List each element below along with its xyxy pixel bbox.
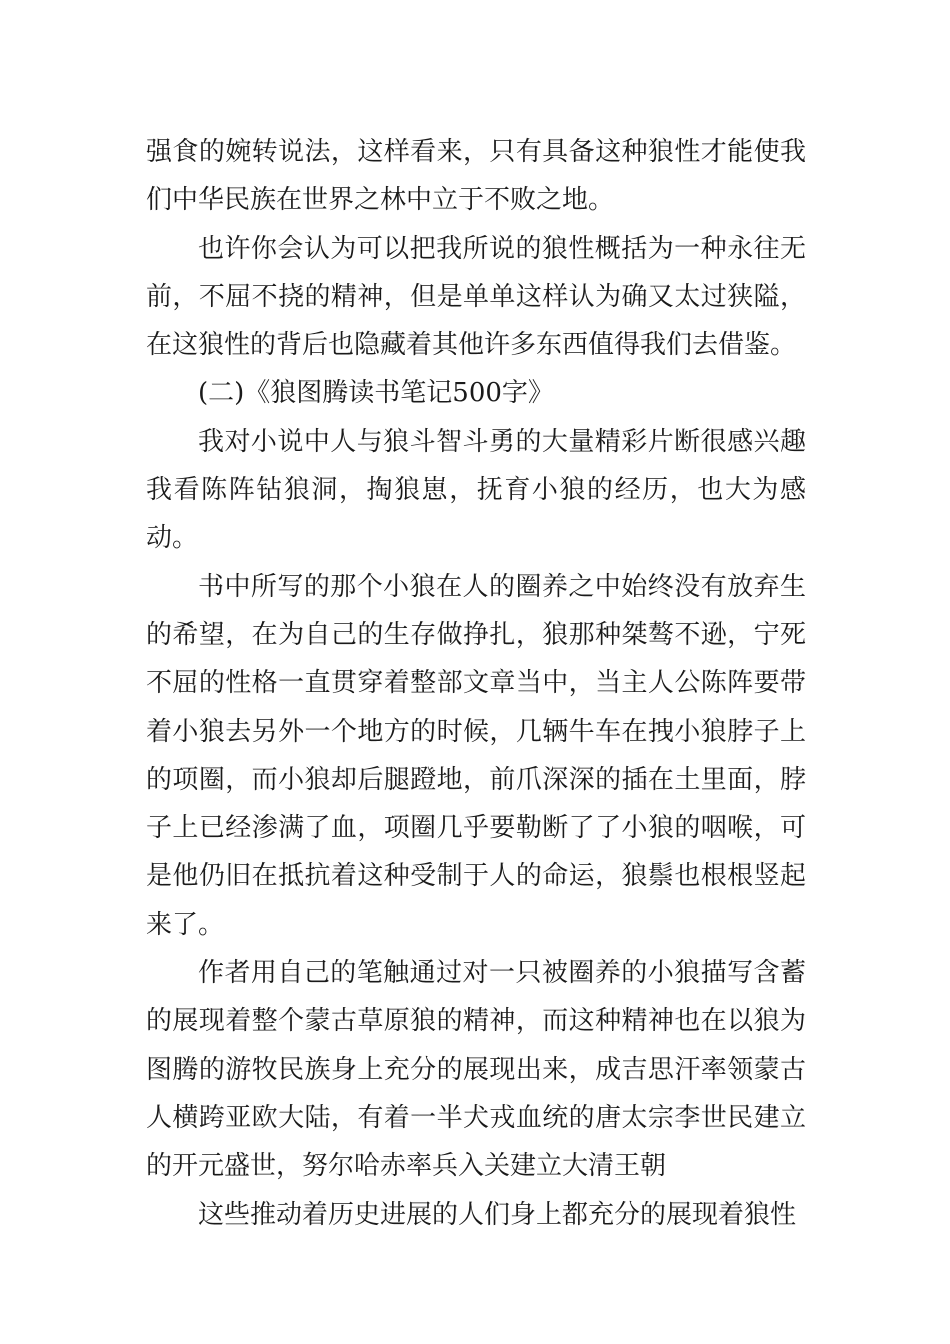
document-body <box>146 128 806 1239</box>
section-heading: (二)《狼图腾读书笔记500字》 <box>198 378 554 409</box>
paragraph-2: 也许你会认为可以把我所说的狼性概括为一种永往无前，不屈不挠的精神，但是单单这样认为确又太过狭隘，在这狼性的背后也隐藏着其他许多东西值得我们去借鉴。 <box>146 233 806 361</box>
paragraph-1: 强食的婉转说法，这样看来，只有具备这种狼性才能使我们中华民族在世界之林中立于不败之地。 <box>146 137 806 216</box>
paragraph-6: 这些推动着历史进展的人们身上都充分的展现着狼性 <box>198 1199 797 1230</box>
paragraph-4: 书中所写的那个小狼在人的圈养之中始终没有放弃生的希望，在为自己的生存做挣扎，狼那种桀骜不逊，宁死不屈的性格一直贯穿着整部文章当中，当主人公陈阵要带着小狼去另外一个地方的时候，几辆牛车在拽小狼脖子上的项圈，而小狼却后腿蹬地，前爪深深的插在土里面，脖子上已经渗满了血，项圈几乎要勒断了了小狼的咽喉，可是他仍旧在抵抗着这种受制于人的命运，狼鬃也根根竖起来了。 <box>146 571 806 940</box>
paragraph-5: 作者用自己的笔触通过对一只被圈养的小狼描写含蓄的展现着整个蒙古草原狼的精神，而这种精神也在以狼为图腾的游牧民族身上充分的展现出来，成吉思汗率领蒙古人横跨亚欧大陆，有着一半犬戎血统的唐太宗李世民建立的开元盛世，努尔哈赤率兵入关建立大清王朝 <box>146 958 806 1182</box>
paragraph-3: 我对小说中人与狼斗智斗勇的大量精彩片断很感兴趣我看陈阵钻狼洞，掏狼崽，抚育小狼的经历，也大为感动。 <box>146 426 806 554</box>
